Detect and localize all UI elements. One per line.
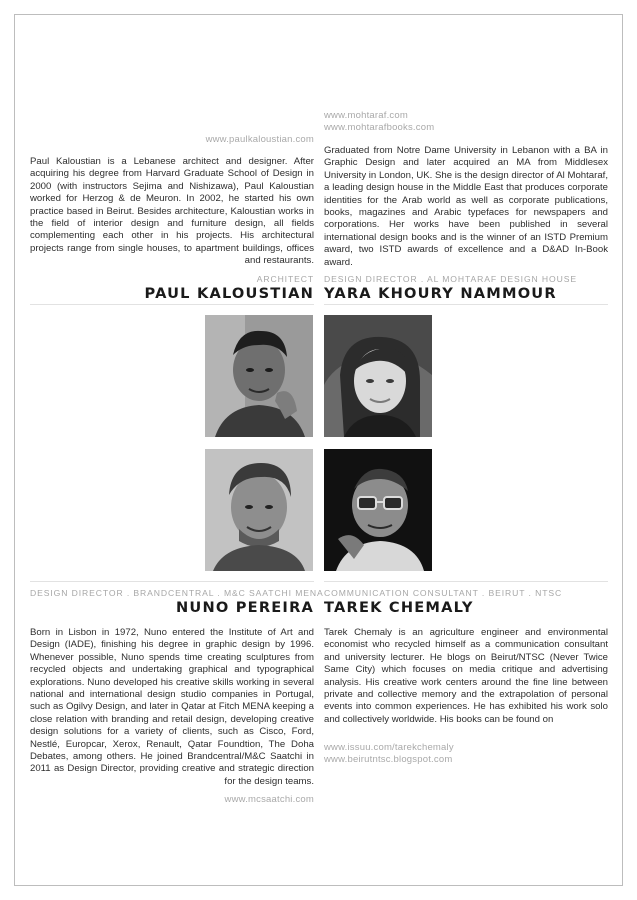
chemaly-portrait: [324, 449, 432, 571]
nammour-bio-block: [324, 145, 608, 269]
pereira-divider: [30, 581, 314, 582]
nammour-heading: [324, 274, 608, 303]
chemaly-heading: [324, 588, 608, 617]
kaloustian-portrait: [205, 315, 313, 437]
chemaly-divider: [324, 581, 608, 582]
nammour-portrait: [324, 315, 432, 437]
nammour-role: DESIGN DIRECTOR . AL MOHTARAF DESIGN HOUSE: [324, 274, 577, 284]
chemaly-bio: Tarek Chemaly is an agriculture engineer and environmental economist who recycled himself as a communication consultant and university lecturer. He blogs on Beirut/NTSC (Never Twice Same City) which focuses on media critique and advertising analysis. His creative work centers around the fine line between private and collective memory and the extrapolation of personal events into common experiences. He has exhibited his work solo and collectively worldwide. His books can be found on: [324, 627, 608, 725]
pereira-name: NUNO PEREIRA: [176, 599, 314, 616]
pereira-role: DESIGN DIRECTOR . BRANDCENTRAL . M&C SAATCHI MENA: [30, 588, 324, 598]
kaloustian-name: PAUL KALOUSTIAN: [144, 285, 314, 302]
chemaly-role: COMMUNICATION CONSULTANT . BEIRUT . NTSC: [324, 588, 563, 598]
kaloustian-bio: Paul Kaloustian is a Lebanese architect and designer. After acquiring his degree from Harvard Graduate School of Design in 2000 (with instructors Sejima and Nishizawa), Paul Kaloustian worked for Herzog & de Meuron. In 2002, he started his own practice based in Beirut. Besides architecture, Kaloustian works in the field of interior design and furniture design, all fields complementing each other in his projects. His architectural projects range from single houses, to apartment buildings, offices and restaurants.: [30, 156, 314, 267]
kaloustian-bio-block: [30, 156, 314, 268]
kaloustian-heading: [30, 274, 314, 303]
kaloustian-divider: [30, 304, 314, 305]
nammour-bio: Graduated from Notre Dame University in Lebanon with a BA in Graphic Design and later acquired an MA from Middlesex University in London, UK. She is the design director of Al Mohtaraf, a leading design house in the Middle East that produces corporate identities for the Arab world as well as corporate publications, books, magazines and Arabic typefaces for newspapers and corporations. Her works have been published in several international design books and is the winner of an ISTD Premium award, two ISTD awards of excellence and a D&AD In-Book award.: [324, 145, 608, 268]
chemaly-bio-block: [324, 627, 608, 726]
pereira-heading: [30, 588, 324, 617]
chemaly-url-block: [324, 742, 608, 766]
pereira-portrait: [205, 449, 313, 571]
nammour-name: YARA KHOURY NAMMOUR: [324, 285, 557, 302]
kaloustian-url-block: [30, 134, 314, 146]
pereira-bio-block: [30, 627, 314, 788]
nammour-website-link-1[interactable]: www.mohtaraf.com: [324, 110, 408, 121]
chemaly-website-link-1[interactable]: www.issuu.com/tarekchemaly: [324, 742, 454, 753]
chemaly-website-link-2[interactable]: www.beirutntsc.blogspot.com: [324, 754, 453, 765]
kaloustian-website-link[interactable]: www.paulkaloustian.com: [205, 134, 314, 145]
nammour-website-link-2[interactable]: www.mohtarafbooks.com: [324, 122, 435, 133]
pereira-website-link[interactable]: www.mcsaatchi.com: [224, 794, 314, 805]
chemaly-name: TAREK CHEMALY: [324, 599, 474, 616]
nammour-url-block: [324, 110, 608, 134]
nammour-divider: [324, 304, 608, 305]
kaloustian-role: ARCHITECT: [256, 274, 314, 284]
pereira-bio: Born in Lisbon in 1972, Nuno entered the Institute of Art and Design (IADE), finishing his degree in graphic design by 1996. Whenever possible, Nuno spends time creating sculptures from recycled objects and undertaking graphical and typographical explorations. Nuno developed his creative skills working in several national and international design studio companies in Portugal, such as Ogilvy Design, and later in Qatar at Fitch MENA keeping a close relation with branding and retail design, developing creative design solutions for a variety of clients, such as Cisco, Ford, Nestlé, Europcar, Xerox, Renault, Qatar Foundtion, The Doha Debates, among others. He joined Brandcentral/M&C Saatchi in 2011 as Design Director, providing creative and strategic direction for the design teams.: [30, 627, 314, 787]
pereira-url-block: [30, 794, 314, 806]
